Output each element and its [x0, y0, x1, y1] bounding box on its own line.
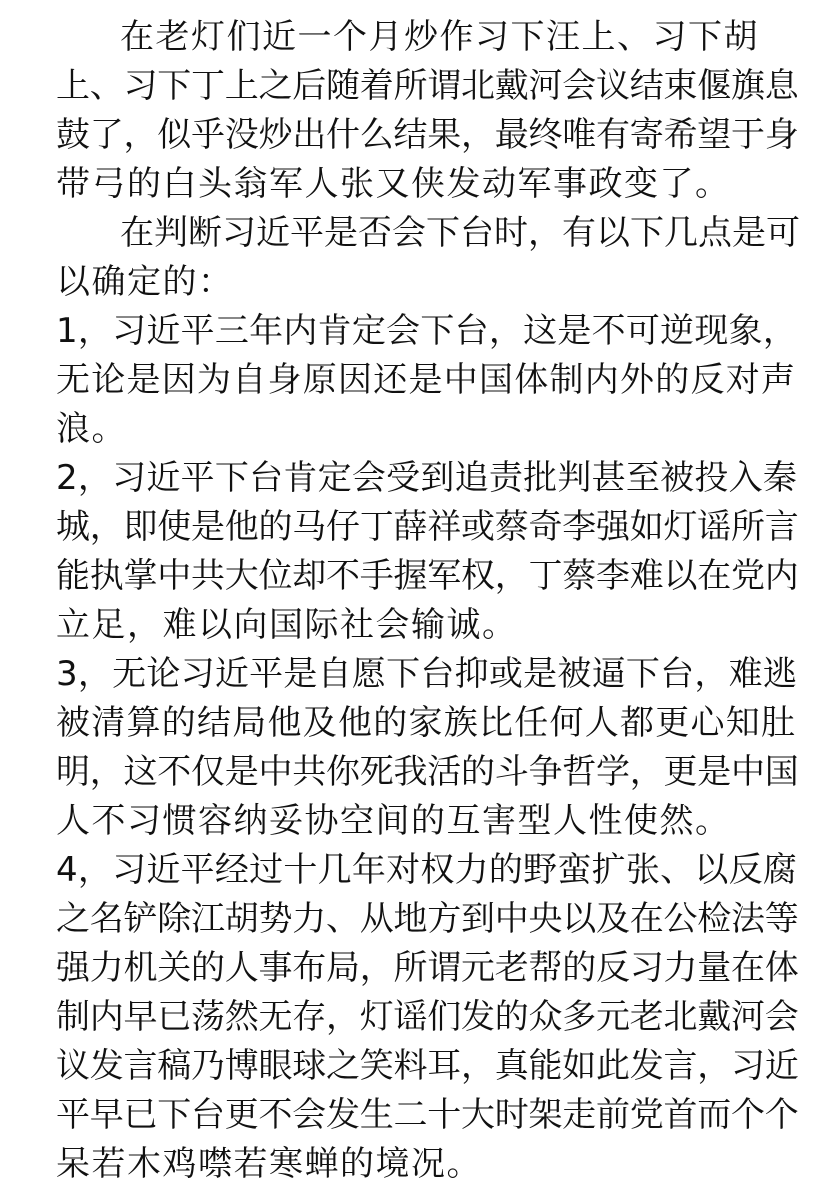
list-item-line: 明，这不仅是中共你死我活的斗争哲学，更是中国 — [56, 752, 799, 792]
list-item-line: 无论是因为自身原因还是中国体制内外的反对声 — [56, 360, 797, 400]
list-item-line: 3，无论习近平是自愿下台抑或是被逼下台，难逃 — [56, 654, 798, 694]
list-item-line: 4，习近平经过十几年对权力的野蛮扩张、以反腐 — [56, 850, 798, 890]
paragraph-line: 鼓了，似乎没炒出什么结果，最终唯有寄希望于身 — [56, 115, 799, 155]
list-item-line: 议发言稿乃博眼球之笑料耳，真能如此发言，习近 — [56, 1046, 799, 1086]
list-item-line: 平早已下台更不会发生二十大时架走前党首而个个 — [56, 1095, 799, 1135]
list-item-line: 城，即使是他的马仔丁薛祥或蔡奇李强如灯谣所言 — [56, 507, 799, 547]
list-item-line: 人不习惯容纳妥协空间的互害型人性使然。 — [56, 801, 731, 841]
list-item-line: 被清算的结局他及他的家族比任何人都更心知肚 — [56, 703, 797, 743]
list-item-line: 制内早已荡然无存，灯谣们发的众多元老北戴河会 — [56, 997, 799, 1037]
list-item-line: 浪。 — [56, 409, 127, 449]
list-item-line: 强力机关的人事布局，所谓元老帮的反习力量在体 — [56, 948, 799, 988]
list-item-line: 立足，难以向国际社会输诚。 — [56, 605, 518, 645]
paragraph-line: 带弓的白头翁军人张又侠发动军事政变了。 — [56, 164, 731, 204]
paragraph-line: 在老灯们近一个月炒作习下汪上、习下胡 — [120, 17, 759, 57]
list-item-line: 1，习近平三年内肯定会下台，这是不可逆现象， — [56, 311, 798, 351]
paragraph-line: 上、习下丁上之后随着所谓北戴河会议结束偃旗息 — [56, 66, 799, 106]
paragraph-line: 以确定的： — [56, 262, 234, 302]
list-item-line: 2，习近平下台肯定会受到追责批判甚至被投入秦 — [56, 458, 798, 498]
paragraph-line: 在判断习近平是否会下台时，有以下几点是可 — [120, 213, 800, 253]
list-item-line: 呆若木鸡噤若寒蝉的境况。 — [56, 1144, 482, 1184]
list-item-line: 能执掌中共大位却不手握军权，丁蔡李难以在党内 — [56, 556, 799, 596]
list-item-line: 之名铲除江胡势力、从地方到中央以及在公检法等 — [56, 899, 799, 939]
